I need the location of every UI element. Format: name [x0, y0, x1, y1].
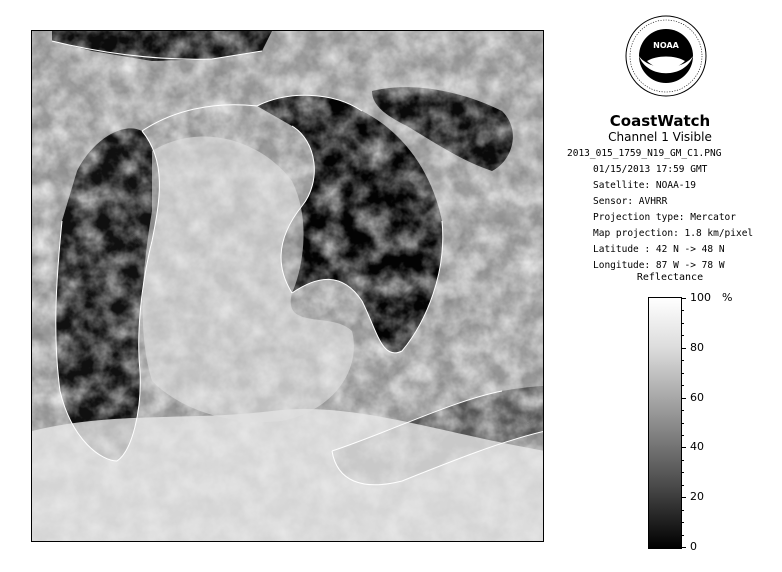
projection-type-label: Projection type: Mercator — [593, 212, 736, 223]
colorbar-minor-tick — [681, 472, 684, 473]
colorbar-minor-tick — [681, 310, 684, 311]
satellite-label: Satellite: NOAA-19 — [593, 180, 696, 191]
colorbar-minor-tick — [681, 323, 684, 324]
colorbar-tick-label: 80 — [690, 340, 704, 354]
latitude-label: Latitude : 42 N -> 48 N — [593, 244, 725, 255]
colorbar-minor-tick — [681, 360, 684, 361]
colorbar-tick-mark — [681, 497, 686, 498]
colorbar-minor-tick — [681, 373, 684, 374]
colorbar-minor-tick — [681, 510, 684, 511]
colorbar-tick-mark — [681, 547, 686, 548]
colorbar-title: Reflectance — [636, 272, 704, 283]
app-title: CoastWatch — [609, 112, 711, 130]
channel-subtitle: Channel 1 Visible — [608, 130, 712, 144]
colorbar-tick-mark — [681, 348, 686, 349]
sensor-label: Sensor: AVHRR — [593, 196, 668, 207]
filename-label: 2013_015_1759_N19_GM_C1.PNG — [567, 148, 722, 159]
colorbar-minor-tick — [681, 460, 684, 461]
colorbar-minor-tick — [681, 522, 684, 523]
colorbar-tick-label: 60 — [690, 390, 704, 404]
colorbar — [648, 297, 682, 549]
colorbar-tick-label: 20 — [690, 490, 704, 504]
datetime-label: 01/15/2013 17:59 GMT — [593, 164, 708, 175]
colorbar-minor-tick — [681, 435, 684, 436]
colorbar-minor-tick — [681, 410, 684, 411]
colorbar-minor-tick — [681, 335, 684, 336]
map-projection-label: Map projection: 1.8 km/pixel — [593, 228, 754, 239]
longitude-label: Longitude: 87 W -> 78 W — [593, 260, 725, 271]
colorbar-minor-tick — [681, 385, 684, 386]
colorbar-unit: % — [722, 291, 733, 304]
noaa-logo — [625, 15, 707, 97]
colorbar-minor-tick — [681, 535, 684, 536]
logo-text: NOAA — [653, 41, 679, 50]
colorbar-tick-label: 100 — [690, 291, 711, 304]
satellite-image-svg — [32, 31, 544, 542]
colorbar-tick-label: 40 — [690, 440, 704, 454]
colorbar-minor-tick — [681, 423, 684, 424]
colorbar-tick-mark — [681, 298, 686, 299]
colorbar-minor-tick — [681, 485, 684, 486]
colorbar-tick-label: 0 — [690, 540, 697, 553]
colorbar-tick-mark — [681, 398, 686, 399]
satellite-image — [31, 30, 544, 542]
colorbar-tick-mark — [681, 447, 686, 448]
